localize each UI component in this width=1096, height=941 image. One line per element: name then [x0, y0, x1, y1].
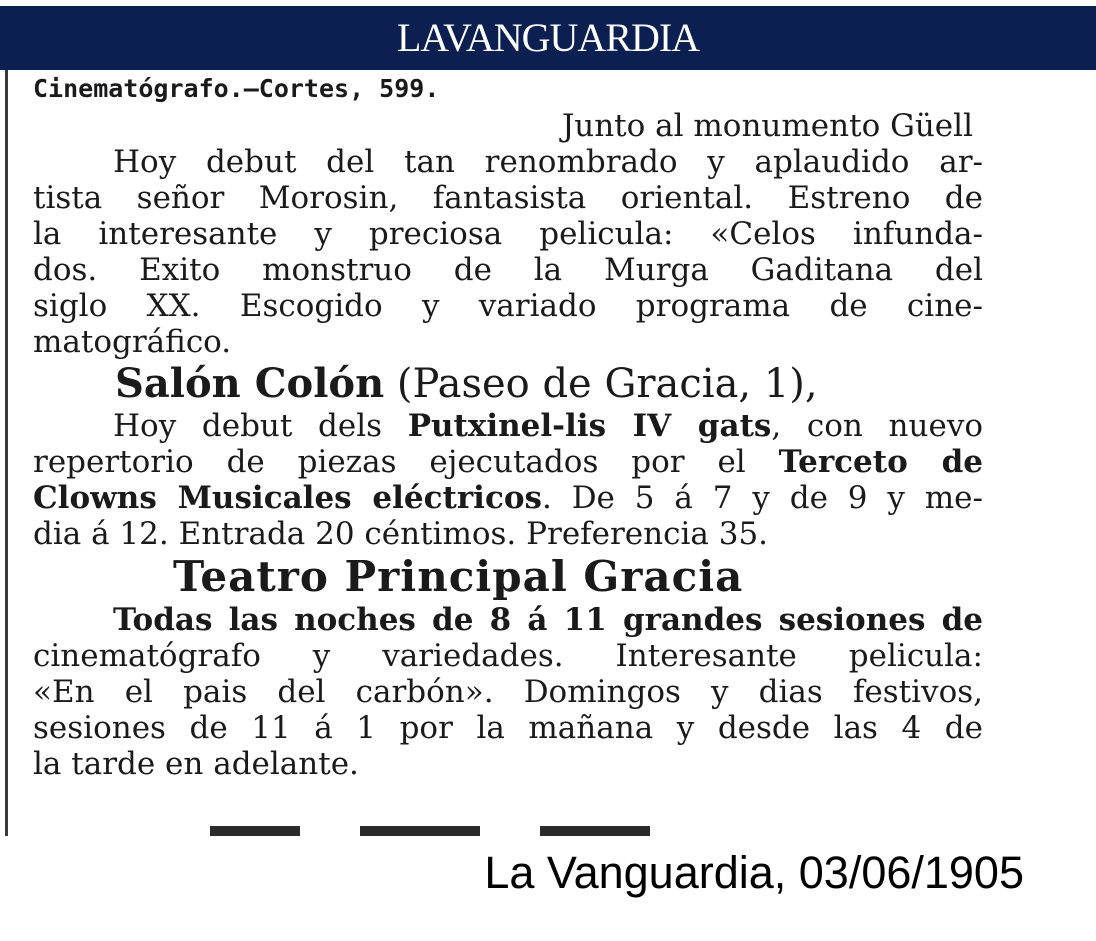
notice-line: dia á 12. Entrada 20 céntimos. Preferencia 35. [33, 516, 769, 552]
newspaper-clipping [0, 70, 1096, 836]
notice-line [33, 444, 983, 480]
notice-line: la tarde en adelante. [33, 746, 359, 782]
notice-line: la interesante y preciosa pelicula: «Celos infunda- [33, 216, 983, 252]
venue-name: Salón Colón [115, 360, 385, 407]
text-run: Hoy debut dels [113, 408, 408, 444]
performer-name: Terceto de [778, 444, 983, 480]
notice-cinematografo [33, 70, 983, 360]
notice-line: dos. Exito monstruo de la Murga Gaditana del [33, 252, 983, 288]
masthead-title: LAVANGUARDIA [396, 15, 700, 60]
notice-line: siglo XX. Escogido y variado programa de cine- [33, 288, 983, 324]
text-run: . De 5 á 7 y de 9 y me- [541, 480, 983, 516]
notice-line: «En el pais del carbón». Domingos y dias festivos, [33, 674, 983, 710]
venue-title [33, 360, 983, 408]
notice-line: matográfico. [33, 324, 232, 360]
clipping-column [33, 70, 983, 782]
column-rule [5, 70, 8, 836]
notice-line: tista señor Morosin, fantasista oriental. Estreno de [33, 180, 983, 216]
source-caption: La Vanguardia, 03/06/1905 [484, 847, 1024, 898]
notice-line: sesiones de 11 á 1 por la mañana y desde las 4 de [33, 710, 983, 746]
venue-title: Teatro Principal Gracia [173, 552, 744, 601]
notice-line: Hoy debut del tan renombrado y aplaudido ar- [113, 144, 983, 180]
text-run: , con nuevo [771, 408, 983, 444]
venue-address: (Paseo de Gracia, 1), [384, 361, 818, 407]
notice-salon-colon [33, 360, 983, 552]
notice-teatro-principal [33, 552, 983, 782]
notice-line: Todas las noches de 8 á 11 grandes sesiones de [113, 602, 983, 638]
cut-off-text-fragment [210, 826, 770, 836]
notice-subheading: Junto al monumento Güell [561, 108, 973, 144]
performer-name: Putxinel-lis IV gats [407, 408, 772, 444]
notice-line [33, 480, 983, 516]
masthead-banner [0, 6, 1096, 70]
performer-name: Clowns Musicales eléctricos [33, 480, 542, 516]
text-run: repertorio de piezas ejecutados por el [33, 444, 779, 480]
notice-line [33, 408, 983, 444]
notice-heading: Cinematógrafo.—Cortes, 599. [33, 74, 440, 103]
notice-line: cinematógrafo y variedades. Interesante pelicula: [33, 638, 983, 674]
